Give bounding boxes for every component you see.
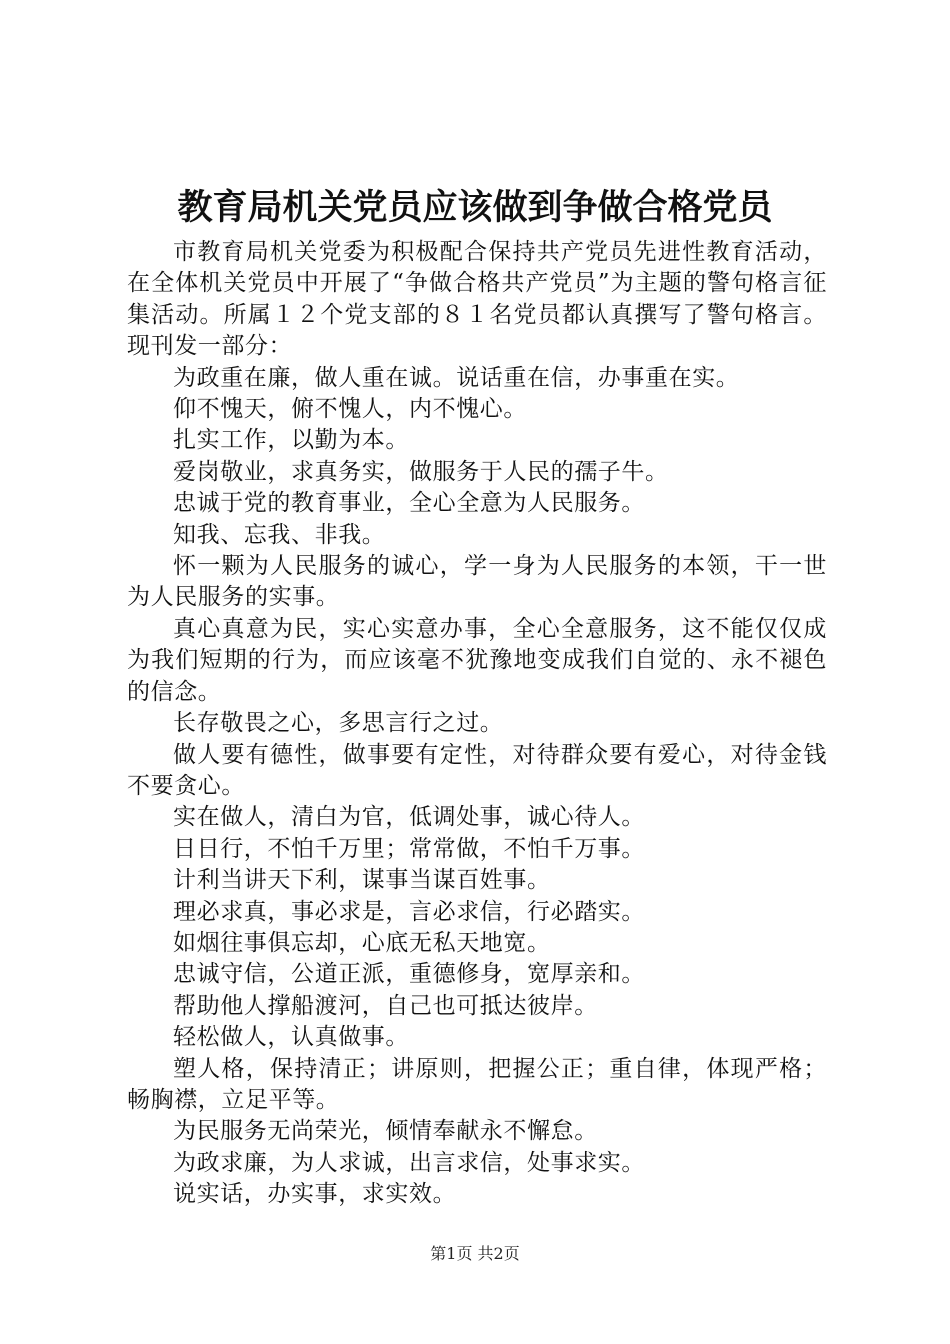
- page-footer: 第1页 共2页: [430, 1244, 520, 1263]
- paragraph: 为民服务无尚荣光，倾情奉献永不懈怠。: [173, 1118, 598, 1145]
- paragraph: 轻松做人，认真做事。: [173, 1024, 409, 1051]
- paragraph: 做人要有德性，做事要有定性，对待群众要有爱心，对待金钱不要贪心。: [127, 741, 827, 799]
- paragraph: 计利当讲天下利，谋事当谋百姓事。: [173, 867, 551, 894]
- paragraph: 知我、忘我、非我。: [173, 521, 386, 548]
- paragraph: 说实话，办实事，求实效。: [173, 1181, 457, 1208]
- paragraph: 忠诚守信，公道正派，重德修身，宽厚亲和。: [173, 961, 645, 988]
- paragraph: 市教育局机关党委为积极配合保持共产党员先进性教育活动，在全体机关党员中开展了“争做合格共产党员”为主题的警句格言征集活动。所属１２个党支部的８１名党员都认真撰写了警句格言。现刊发一部分：: [127, 239, 827, 360]
- paragraph: 仰不愧天，俯不愧人，内不愧心。: [173, 396, 527, 423]
- paragraph: 理必求真，事必求是，言必求信，行必踏实。: [173, 898, 645, 925]
- paragraph: 日日行，不怕千万里；常常做，不怕千万事。: [173, 835, 645, 862]
- paragraph: 扎实工作，以勤为本。: [173, 427, 409, 454]
- paragraph: 帮助他人撑船渡河，自己也可抵达彼岸。: [173, 992, 598, 1019]
- document-body: [127, 237, 827, 1211]
- paragraph: 怀一颗为人民服务的诚心，学一身为人民服务的本领，干一世为人民服务的实事。: [127, 553, 827, 611]
- paragraph: 爱岗敬业，求真务实，做服务于人民的孺子牛。: [173, 458, 669, 485]
- paragraph: 塑人格，保持清正；讲原则，把握公正；重自律，体现严格；畅胸襟，立足平等。: [127, 1055, 827, 1113]
- paragraph: 长存敬畏之心，多思言行之过。: [173, 710, 504, 737]
- paragraph: 实在做人，清白为官，低调处事，诚心待人。: [173, 804, 645, 831]
- document-title: 教育局机关党员应该做到争做合格党员: [177, 188, 773, 228]
- paragraph: 如烟往事俱忘却，心底无私天地宽。: [173, 929, 551, 956]
- paragraph: 忠诚于党的教育事业，全心全意为人民服务。: [173, 490, 645, 517]
- paragraph: 为政求廉，为人求诚，出言求信，处事求实。: [173, 1149, 645, 1176]
- paragraph: 真心真意为民，实心实意办事，全心全意服务，这不能仅仅成为我们短期的行为，而应该毫不犹豫地变成我们自觉的、永不褪色的信念。: [127, 615, 827, 705]
- paragraph: 为政重在廉，做人重在诚。说话重在信，办事重在实。: [173, 364, 740, 391]
